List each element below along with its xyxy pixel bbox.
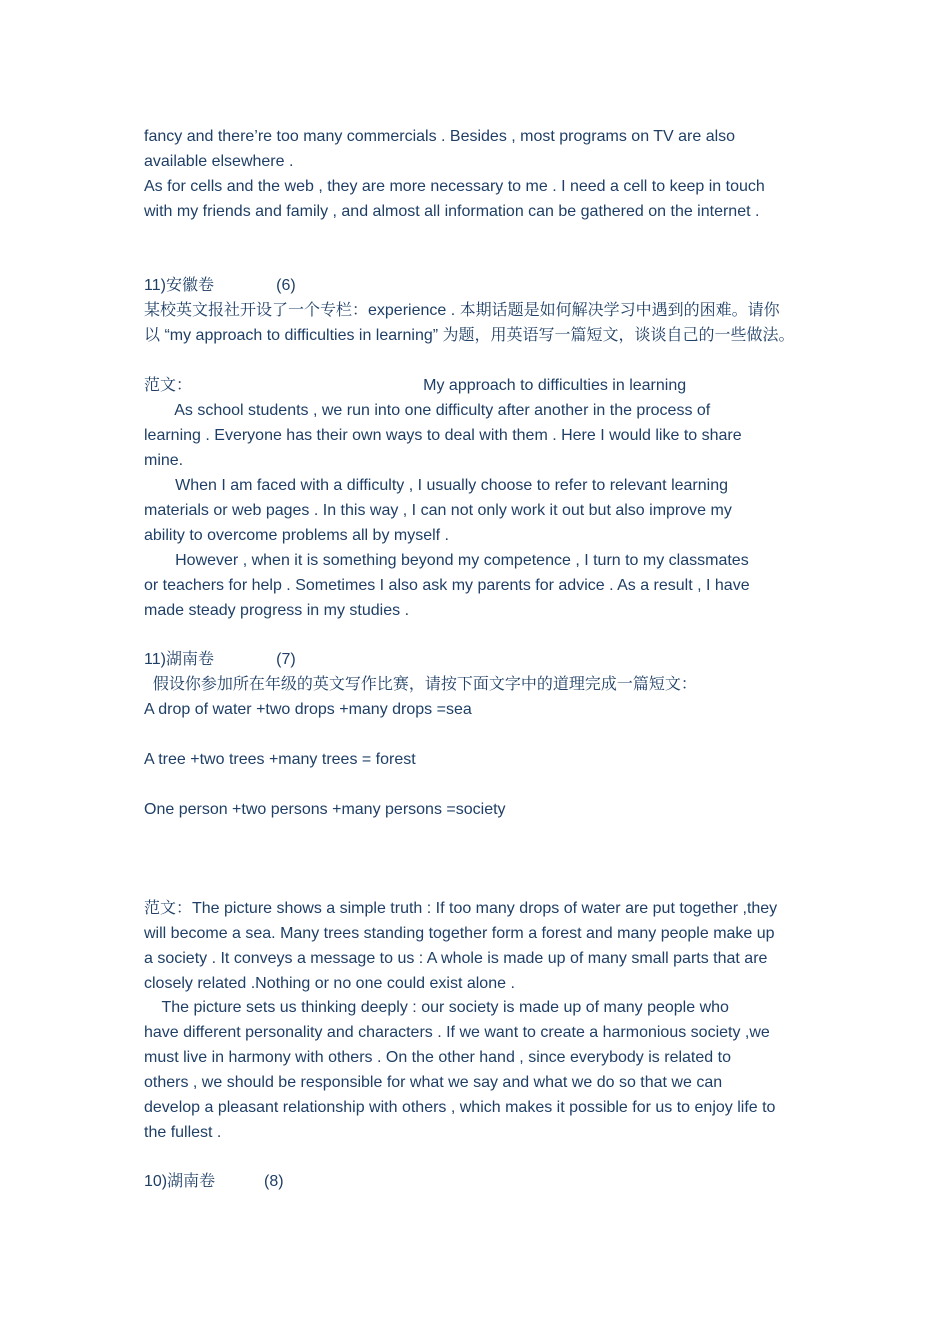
section-heading: 11)湖南卷 (7) [144, 651, 296, 668]
text-line: have different personality and characters . If we want to create a harmonious society ,we [144, 1024, 770, 1041]
text-line: the fullest . [144, 1124, 222, 1141]
text-line: As school students , we run into one difficulty after another in the process of [144, 402, 711, 419]
equation-line: One person +two persons +many persons =society [144, 801, 506, 818]
prompt-line: 以 “my approach to difficulties in learning” 为题，用英语写一篇短文，谈谈自己的一些做法。 [144, 327, 795, 344]
text-line: or teachers for help . Sometimes I also ask my parents for advice . As a result , I have [144, 577, 750, 594]
text-line: mine. [144, 452, 184, 469]
text-line: available elsewhere . [144, 153, 294, 170]
text-line: will become a sea. Many trees standing together form a forest and many people make up [144, 925, 775, 942]
text-line: made steady progress in my studies . [144, 602, 410, 619]
text-line: develop a pleasant relationship with others , which makes it possible for us to enjoy life to [144, 1099, 776, 1116]
text-line: 范文：The picture shows a simple truth : If too many drops of water are put together ,they [144, 900, 778, 917]
prompt-line: 某校英文报社开设了一个专栏：experience . 本期话题是如何解决学习中遇到的困难。请你 [144, 302, 780, 319]
text-line: learning . Everyone has their own ways to deal with them . Here I would like to share [144, 427, 742, 444]
prompt-line: 假设你参加所在年级的英文写作比赛，请按下面文字中的道理完成一篇短文： [144, 676, 697, 693]
text-line: fancy and there’re too many commercials . Besides , most programs on TV are also [144, 128, 736, 145]
section-heading: 10)湖南卷 (8) [144, 1173, 284, 1190]
text-line: However , when it is something beyond my competence , I turn to my classmates [144, 552, 749, 569]
text-line: a society . It conveys a message to us : A whole is made up of many small parts that are [144, 950, 768, 967]
text-line: ability to overcome problems all by myself . [144, 527, 449, 544]
essay-title-line: 范文： My approach to difficulties in learning [144, 377, 687, 394]
text-line: As for cells and the web , they are more necessary to me . I need a cell to keep in touch [144, 178, 765, 195]
text-line: materials or web pages . In this way , I can not only work it out but also improve my [144, 502, 732, 519]
section-heading: 11)安徽卷 (6) [144, 277, 296, 294]
text-line: When I am faced with a difficulty , I usually choose to refer to relevant learning [144, 477, 728, 494]
equation-line: A tree +two trees +many trees = forest [144, 751, 416, 768]
text-line: must live in harmony with others . On the other hand , since everybody is related to [144, 1049, 731, 1066]
text-line: others , we should be responsible for what we say and what we do so that we can [144, 1074, 723, 1091]
text-line: closely related .Nothing or no one could exist alone . [144, 975, 515, 992]
text-line: The picture sets us thinking deeply : our society is made up of many people who [144, 999, 729, 1016]
equation-line: A drop of water +two drops +many drops =sea [144, 701, 472, 718]
text-line: with my friends and family , and almost all information can be gathered on the internet . [144, 203, 760, 220]
